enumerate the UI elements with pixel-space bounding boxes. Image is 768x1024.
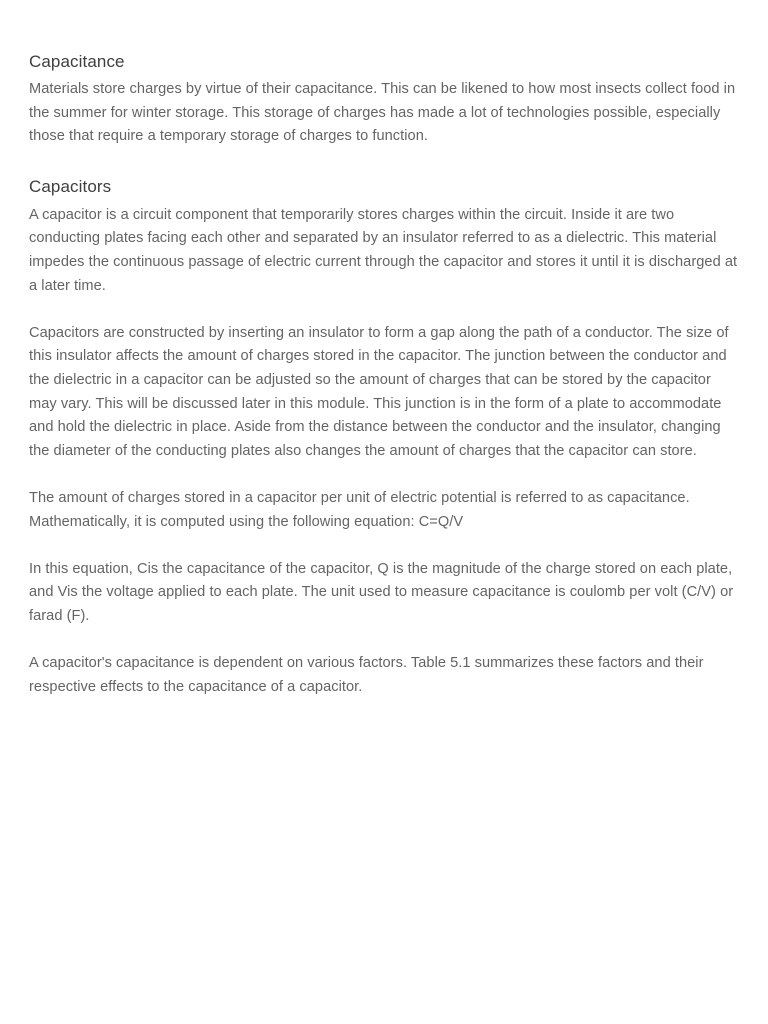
paragraph-capacitor-definition: A capacitor is a circuit component that temporarily stores charges within the circuit. Inside it are two conducting plates facing each other and separated by an insulator referred to as a dielectric. This material impedes the continuous passage of electric current through the capacitor and stores it until it is discharged at a later time. (29, 206, 738, 294)
paragraph-equation-terms: In this equation, Cis the capacitance of the capacitor, Q is the magnitude of the charge stored on each plate, and Vis the voltage applied to each plate. The unit used to measure capacitance is coulomb per volt (C/V) or farad (F). (29, 560, 734, 624)
paragraph-capacitance-equation: The amount of charges stored in a capacitor per unit of electric potential is referred to as capacitance. Mathematically, it is computed using the following equation: C=Q/V (29, 489, 690, 530)
paragraph-capacitance-factors: A capacitor's capacitance is dependent on various factors. Table 5.1 summarizes these factors and their respective effects to the capacitance of a capacitor. (29, 655, 704, 695)
section-heading-capacitors: Capacitors (29, 176, 112, 196)
section-capacitance (29, 51, 739, 149)
paragraph-capacitor-construction: Capacitors are constructed by inserting an insulator to form a gap along the path of a conductor. The size of this insulator affects the amount of charges stored in the capacitor. The junction between the conductor and the dielectric in a capacitor can be adjusted so the amount of charges that can be stored by the capacitor may vary. This will be discussed later in this module. This junction is in the form of a plate to accommodate and hold the dielectric in place. Aside from the distance between the conductor and the insulator, changing the diameter of the conducting plates also changes the amount of charges that the capacitor can store. (29, 324, 729, 459)
section-capacitors (29, 176, 739, 699)
paragraph-capacitance-intro: Materials store charges by virtue of their capacitance. This can be likened to how most insects collect food in the summer for winter storage. This storage of charges has made a lot of technologies possible, especially those that require a temporary storage of charges to function. (29, 81, 736, 145)
section-heading-capacitance: Capacitance (29, 52, 125, 71)
